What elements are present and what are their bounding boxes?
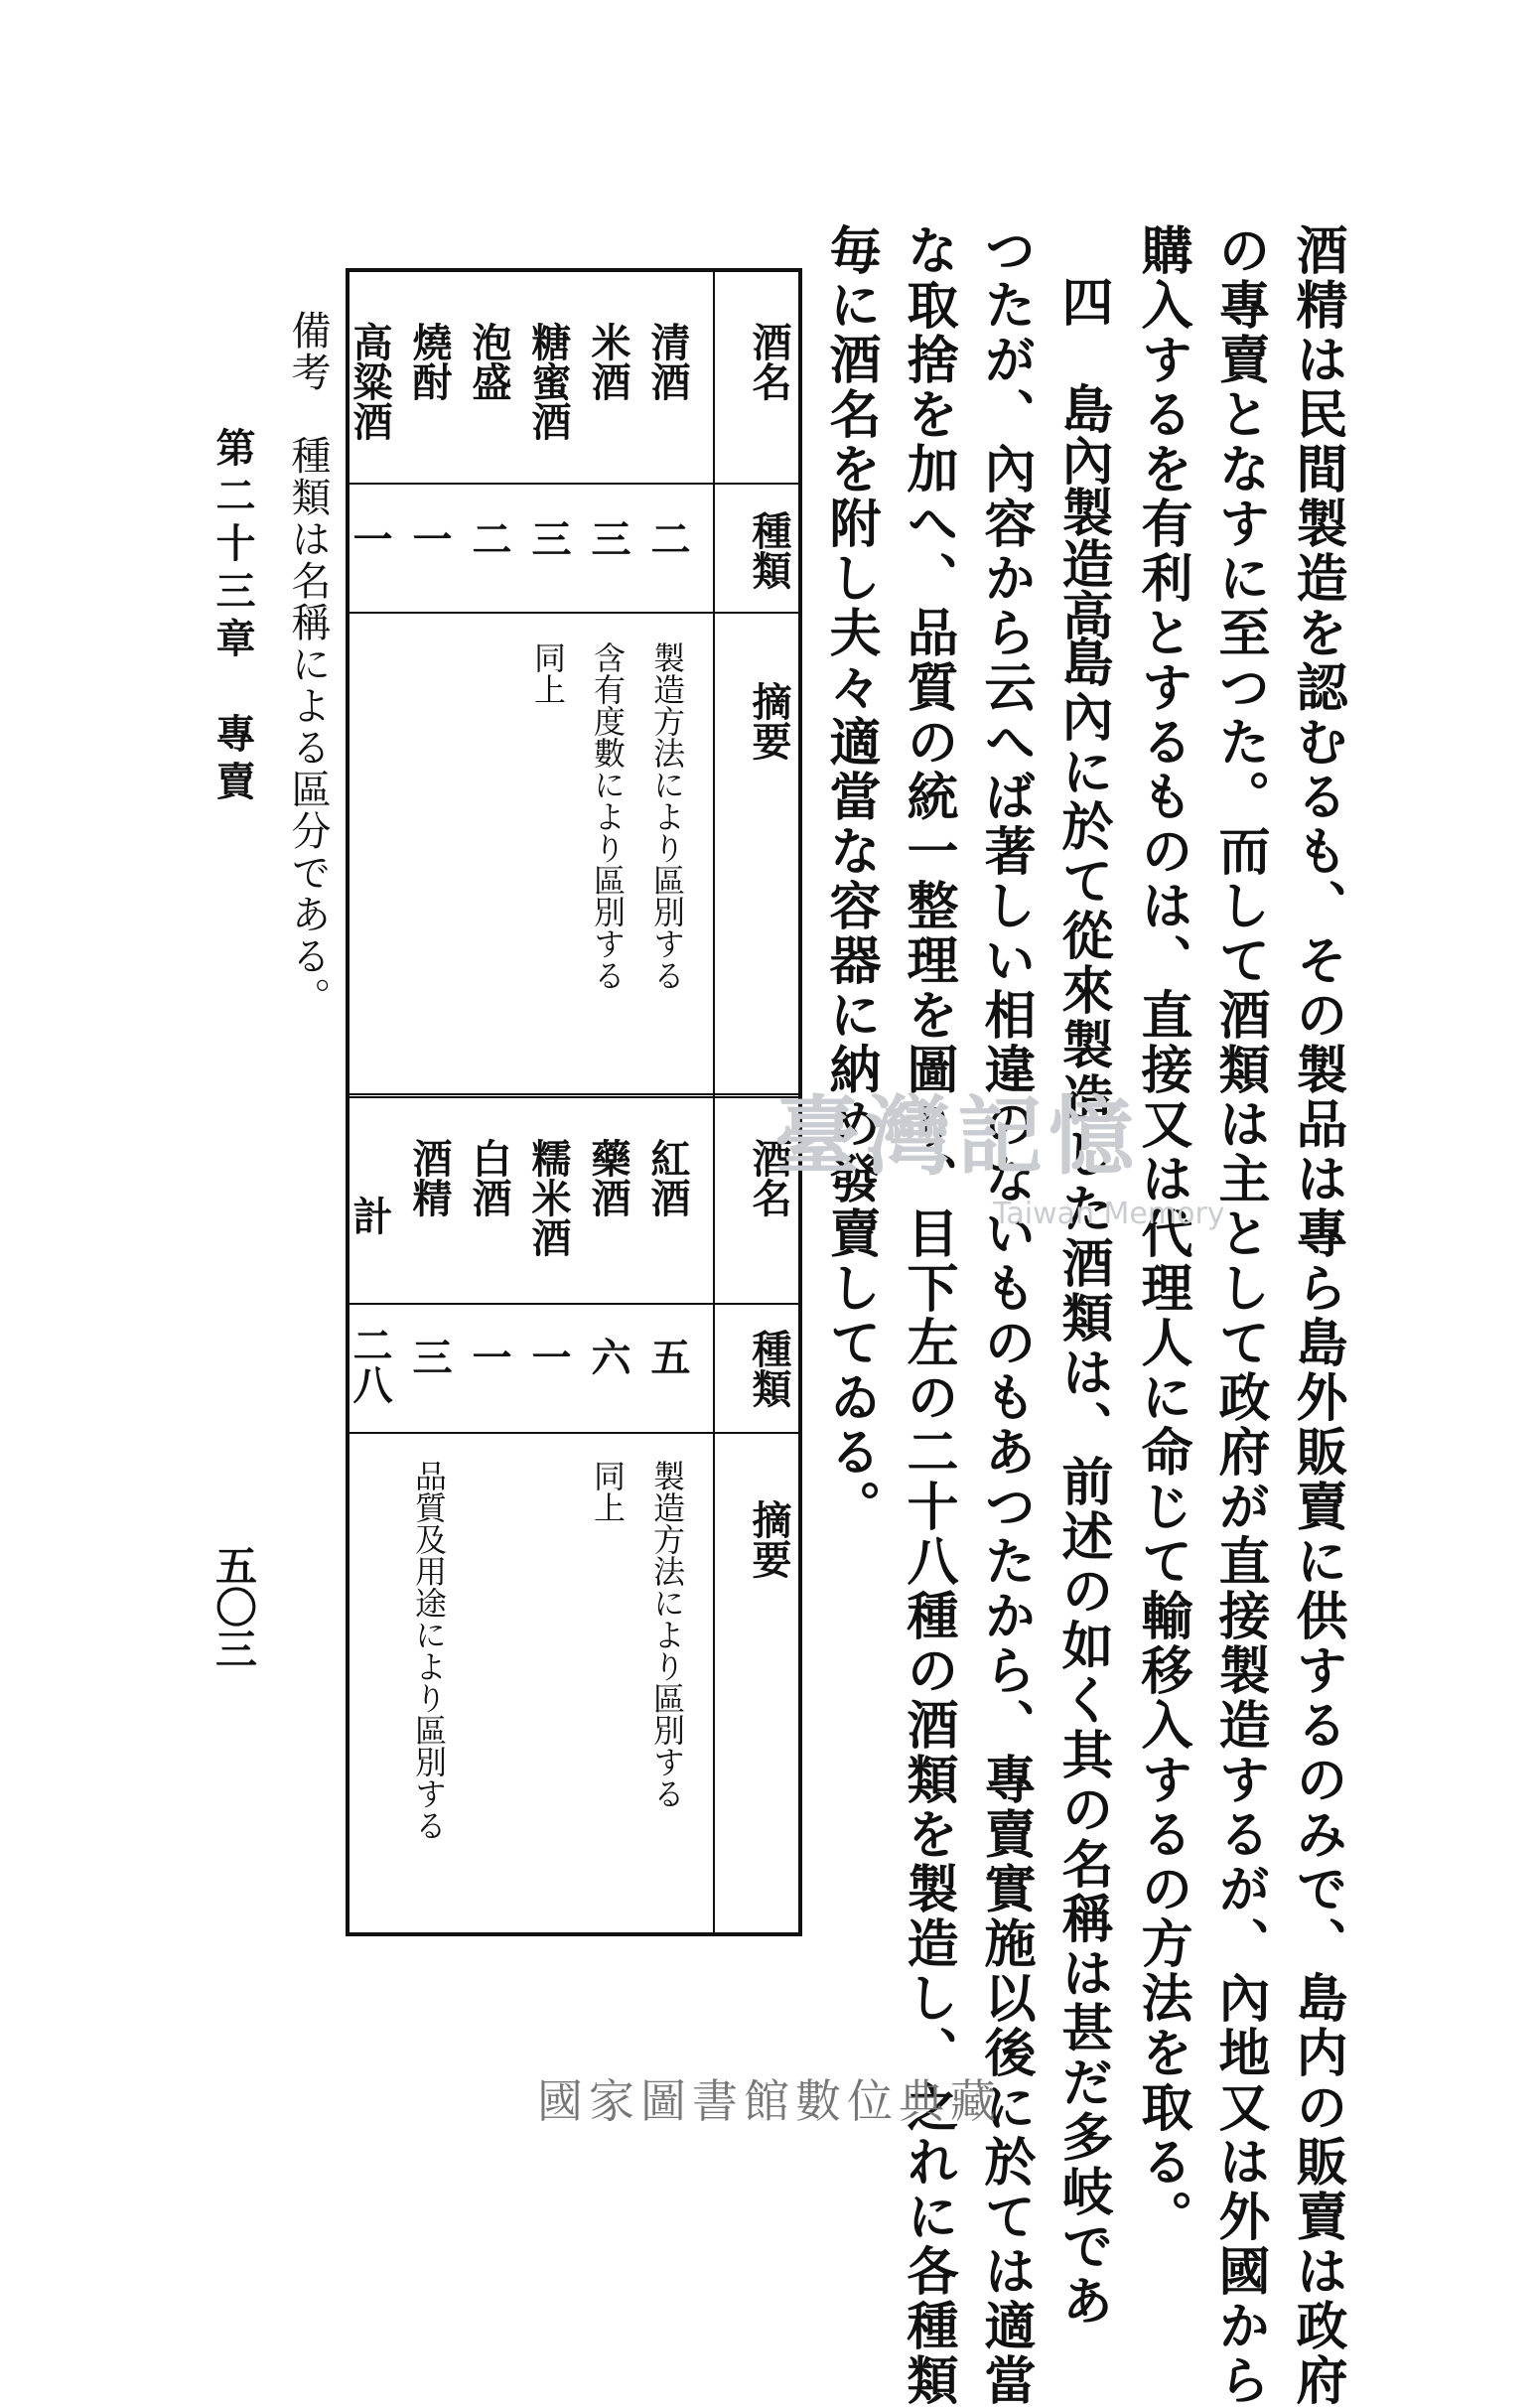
liquor-count: 二	[466, 518, 512, 558]
liquor-name: 泡盛	[466, 322, 512, 401]
header-name: 酒名	[746, 1138, 792, 1217]
liquor-remark: 同上	[529, 641, 567, 705]
liquor-name: 酒精	[406, 1138, 453, 1217]
chapter-title: 第二十三章 專賣	[210, 427, 256, 808]
liquor-count: 五	[644, 1337, 691, 1376]
section-line: 島內に於て從來製造した酒類は、前述の如く其の名稱は甚だ多岐であ	[1052, 636, 1113, 2329]
header-count: 種類	[746, 510, 792, 590]
section-line: な取捨を加へ、品質の統一整理を圖り、目下左の二十八種の酒類を製造し、之れに各種類	[898, 223, 958, 2408]
library-credit: 國家圖書館數位典藏	[537, 2074, 1002, 2128]
paragraph-line: の專賣となすに至つた。而して酒類は主として政府が直接製造するが、內地又は外國から	[1209, 223, 1270, 2408]
watermark: 臺灣記憶	[774, 1086, 1140, 1187]
liquor-name: 糯米酒	[525, 1138, 572, 1257]
watermark-english: Taiwan Memory	[993, 1197, 1225, 1231]
liquor-name: 高粱酒	[347, 322, 393, 441]
liquor-count: 一	[525, 1337, 572, 1376]
liquor-count: 三	[525, 518, 572, 558]
paragraph-line: 酒精は民間製造を認むるも、その製品は專ら島外販賣に供するのみで、島内の販賣は政府	[1287, 223, 1347, 2408]
liquor-count: 六	[585, 1337, 631, 1376]
total-label: 計	[347, 1196, 393, 1235]
liquor-remark: 製造方法により區別する	[648, 641, 686, 991]
liquor-name: 清酒	[644, 322, 691, 401]
section-number: 四	[1052, 275, 1113, 327]
liquor-count: 一	[466, 1337, 512, 1376]
liquor-name: 米酒	[585, 322, 631, 401]
liquor-table	[346, 268, 802, 1936]
liquor-count: 二	[644, 518, 691, 558]
liquor-count: 三	[406, 1337, 453, 1376]
liquor-remark: 含有度數により區別する	[589, 641, 627, 991]
header-remarks: 摘要	[746, 1499, 792, 1579]
liquor-remark: 製造方法により區別する	[648, 1460, 686, 1809]
section-line: つたが、內容から云へば著しい相違のないものもあつたから、專賣實施以後に於ては適當	[975, 223, 1036, 2408]
liquor-name: 紅酒	[644, 1138, 691, 1217]
liquor-count: 三	[585, 518, 631, 558]
table-note: 備考 種類は名稱による區分である。	[285, 310, 331, 1019]
header-remarks: 摘要	[746, 681, 792, 761]
liquor-name: 糖蜜酒	[525, 322, 572, 441]
page-number: 五〇三	[210, 1544, 258, 1669]
header-name: 酒名	[746, 322, 792, 401]
liquor-name: 白酒	[466, 1138, 512, 1217]
liquor-name: 燒酎	[406, 322, 453, 401]
liquor-remark: 同上	[589, 1460, 627, 1523]
paragraph-line: 購入するを有利とするものは、直接又は代理人に命じて輸移入するの方法を取る。	[1132, 223, 1192, 2244]
total-count: 二八	[347, 1325, 393, 1404]
liquor-count: 一	[347, 518, 393, 558]
liquor-name: 藥酒	[585, 1138, 631, 1217]
section-title: 島內製造高	[1052, 382, 1113, 640]
liquor-remark: 品質及用途により區別する	[410, 1460, 448, 1841]
header-count: 種類	[746, 1329, 792, 1408]
liquor-count: 一	[406, 518, 453, 558]
section-line: 毎に酒名を附し夫々適當な容器に納め發賣してゐる。	[820, 223, 881, 1534]
